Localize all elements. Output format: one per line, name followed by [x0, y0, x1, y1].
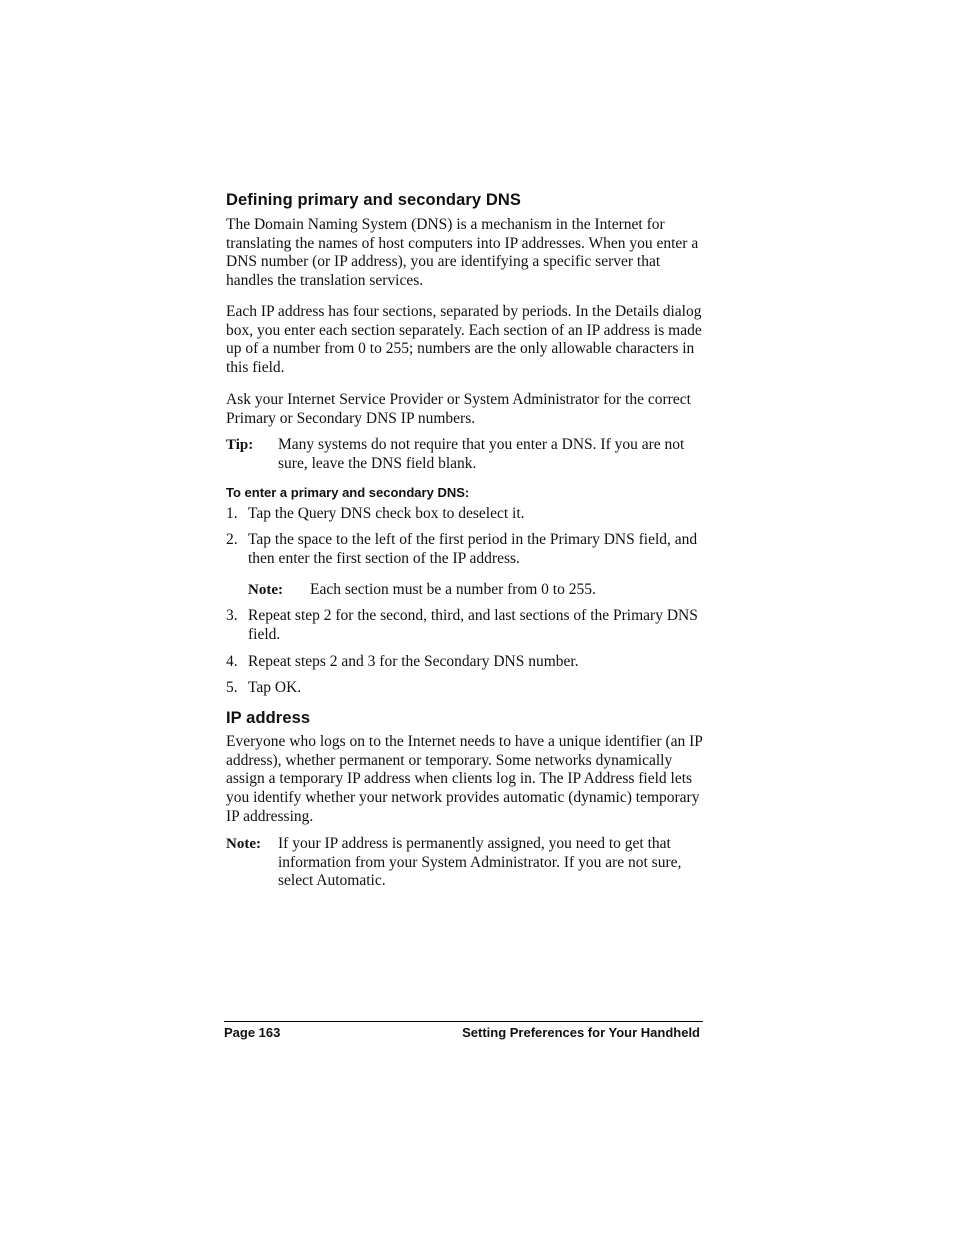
- step-text: Tap the Query DNS check box to deselect it.: [248, 505, 525, 522]
- step-text: Repeat step 2 for the second, third, and last sections of the Primary DNS field.: [248, 607, 698, 643]
- section-heading-ip-address: IP address: [226, 709, 311, 727]
- tip-label: Tip:: [226, 437, 254, 453]
- step-number: 3.: [226, 607, 238, 624]
- procedure-heading: To enter a primary and secondary DNS:: [226, 485, 470, 500]
- step-note-text: Each section must be a number from 0 to 255.: [310, 581, 596, 598]
- step-number: 5.: [226, 679, 238, 696]
- paragraph-ask-isp: Ask your Internet Service Provider or System Administrator for the correct Primary or Secondary DNS IP numbers.: [226, 391, 691, 427]
- step-note-label: Note:: [248, 582, 283, 598]
- section-heading-dns: Defining primary and secondary DNS: [226, 191, 521, 209]
- note-label: Note:: [226, 836, 261, 852]
- tip-text: Many systems do not require that you enter a DNS. If you are not sure, leave the DNS field blank.: [278, 436, 685, 472]
- step-number: 4.: [226, 653, 238, 670]
- chapter-title: Setting Preferences for Your Handheld: [462, 1025, 700, 1040]
- paragraph-ip-sections: Each IP address has four sections, separated by periods. In the Details dialog box, you enter each section separately. Each section of an IP address is made up of a number from 0 to 255; numbers are the only allowable characters in this field.: [226, 303, 702, 377]
- footer-divider: [224, 1021, 703, 1022]
- step-number: 1.: [226, 505, 238, 522]
- step-text: Tap OK.: [248, 679, 302, 696]
- paragraph-dns-intro: The Domain Naming System (DNS) is a mechanism in the Internet for translating the names of host computers into IP addresses. When you enter a DNS number (or IP address), you are identifying a specific server that handles the translation services.: [226, 216, 699, 290]
- step-text: Tap the space to the left of the first period in the Primary DNS field, and then enter the first section of the IP address.: [248, 531, 698, 567]
- page-number: Page 163: [224, 1025, 281, 1040]
- step-text: Repeat steps 2 and 3 for the Secondary DNS number.: [248, 653, 579, 670]
- step-number: 2.: [226, 531, 238, 548]
- paragraph-ip-address: Everyone who logs on to the Internet needs to have a unique identifier (an IP address), whether permanent or temporary. Some networks dynamically assign a temporary IP address when clients log in. The IP Address field lets you identify whether your network provides automatic (dynamic) temporary IP addressing.: [226, 733, 703, 825]
- note-text: If your IP address is permanently assigned, you need to get that information from your System Administrator. If you are not sure, select Automatic.: [278, 835, 682, 890]
